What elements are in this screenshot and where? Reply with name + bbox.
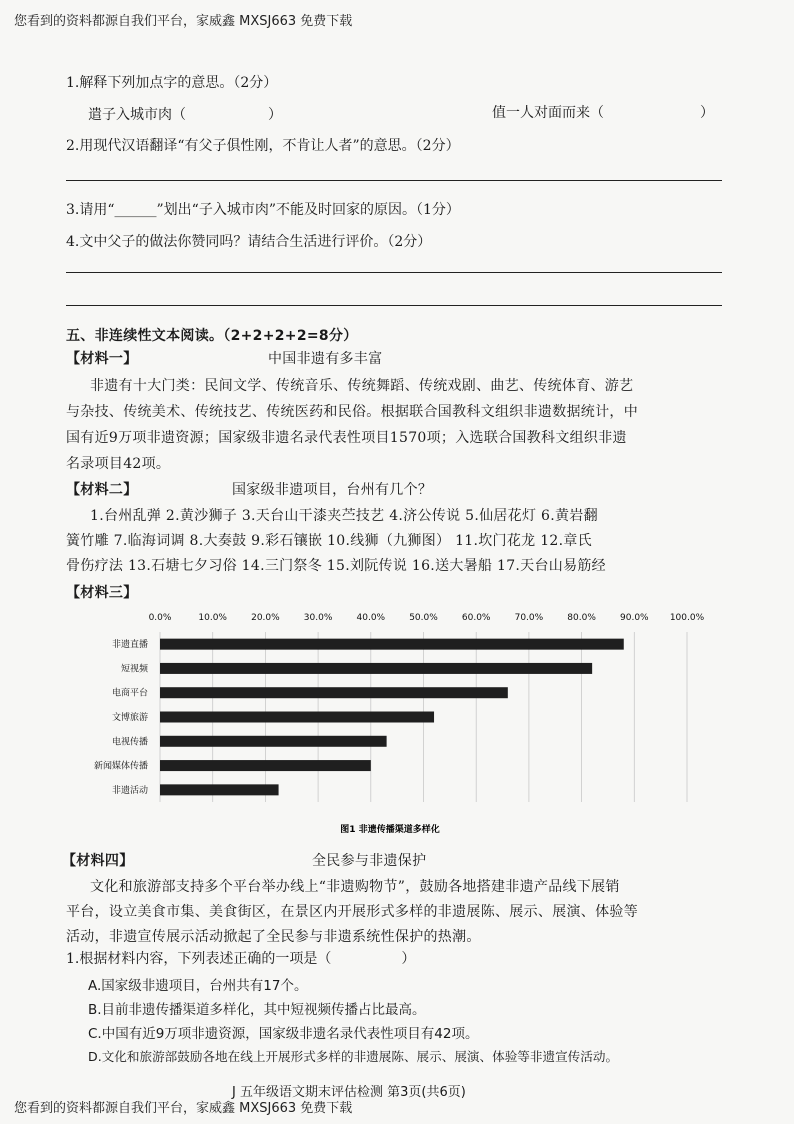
x-tick-label: 10.0% <box>198 613 227 623</box>
question-4: 4.文中父子的做法你赞同吗？请结合生活进行评价。（2分） <box>66 234 432 250</box>
bar <box>160 784 279 795</box>
material-1-line: 与杂技、传统美术、传统技艺、传统医药和民俗。根据联合国教科文组织非遗数据统计，中 <box>66 404 638 420</box>
mcq-option-b: B.目前非遗传播渠道多样化，其中短视频传播占比最高。 <box>88 1002 426 1018</box>
category-label: 非遗活动 <box>111 785 148 796</box>
question-1a-text: 遣子入城市肉（ <box>88 107 186 123</box>
mcq-stem-close: ） <box>401 951 416 967</box>
category-label: 电视传播 <box>111 737 148 748</box>
bar <box>160 736 387 747</box>
x-tick-label: 100.0% <box>669 613 705 623</box>
x-tick-label: 80.0% <box>567 613 596 623</box>
category-label: 电商平台 <box>111 688 148 699</box>
material-2-line: 簧竹雕 7.临海词调 8.大奏鼓 9.彩石镶嵌 10.线狮（九狮图） 11.坎门花龙 12.章氏 <box>66 533 592 549</box>
watermark-bottom: 您看到的资料都源自我们平台，家威鑫 MXSJ663 免费下载 <box>14 1101 353 1116</box>
category-label: 文博旅游 <box>111 713 148 723</box>
answer-line-2[interactable] <box>66 180 722 181</box>
mcq-option-d: D.文化和旅游部鼓励各地在线上开展形式多样的非遗展陈、展示、展演、体验等非遗宣传活动。 <box>88 1049 619 1064</box>
x-tick-label: 50.0% <box>409 613 438 623</box>
material-3-label: 【材料三】 <box>66 585 138 601</box>
x-tick-label: 70.0% <box>514 613 544 623</box>
mcq-stem <box>66 948 415 968</box>
material-1-line: 名录项目42项。 <box>66 456 171 472</box>
question-3: 3.请用“______”划出“子入城市肉”不能及时回家的原因。（1分） <box>66 202 460 218</box>
material-2-title: 国家级非遗项目，台州有几个？ <box>232 482 433 498</box>
page-footer: J 五年级语文期末评估检测 第3页(共6页) <box>232 1085 466 1100</box>
x-tick-label: 0.0% <box>148 613 172 623</box>
bar <box>160 639 624 650</box>
question-1b-close: ） <box>700 105 714 121</box>
question-1b <box>492 102 714 122</box>
bar <box>160 663 592 674</box>
x-tick-label: 30.0% <box>303 613 333 623</box>
category-label: 非遗直播 <box>111 640 148 651</box>
material-2-label: 【材料二】 <box>66 482 138 498</box>
question-1b-text: 值一人对面而来（ <box>492 105 604 121</box>
question-1: 1.解释下列加点字的意思。（2分） <box>66 75 278 91</box>
x-tick-label: 90.0% <box>620 613 649 623</box>
material-4-line: 平台，设立美食市集、美食街区，在景区内开展形式多样的非遗展陈、展示、展演、体验等 <box>66 904 638 920</box>
question-1a-close: ） <box>268 107 282 123</box>
material-4-line: 活动，非遗宣传展示活动掀起了全民参与非遗系统性保护的热潮。 <box>66 929 481 945</box>
category-label: 短视频 <box>120 664 148 675</box>
answer-line-4a[interactable] <box>66 272 722 273</box>
x-tick-label: 40.0% <box>356 613 386 623</box>
material-2-line: 骨伤疗法 13.石塘七夕习俗 14.三门祭冬 15.刘阮传说 16.送大暑船 17.天台山易筋经 <box>66 558 606 574</box>
chart-caption: 图1 非遗传播渠道多样化 <box>340 825 440 835</box>
material-4-line: 文化和旅游部支持多个平台举办线上“非遗购物节”，鼓励各地搭建非遗产品线下展销 <box>90 879 620 895</box>
x-tick-label: 20.0% <box>251 613 280 623</box>
material-1-line: 非遗有十大门类：民间文学、传统音乐、传统舞蹈、传统戏剧、曲艺、传统体育、游艺 <box>90 378 634 394</box>
answer-line-4b[interactable] <box>66 305 722 306</box>
material-4-title: 全民参与非遗保护 <box>312 853 427 869</box>
x-tick-label: 60.0% <box>461 613 491 623</box>
bar <box>160 712 434 723</box>
bar <box>160 687 508 698</box>
material-1-label: 【材料一】 <box>66 351 138 367</box>
watermark-top: 您看到的资料都源自我们平台，家威鑫 MXSJ663 免费下载 <box>14 14 353 29</box>
material-1-line: 国有近9万项非遗资源；国家级非遗名录代表性项目1570项；入选联合国教科文组织非遗 <box>66 430 627 446</box>
channel-bar-chart <box>60 606 720 838</box>
material-2-line: 1.台州乱弹 2.黄沙狮子 3.天台山干漆夹苎技艺 4.济公传说 5.仙居花灯 6.黄岩翻 <box>90 508 598 524</box>
question-2: 2.用现代汉语翻译“有父子俱性刚，不肯让人者”的意思。（2分） <box>66 138 460 154</box>
mcq-stem-text: 1.根据材料内容，下列表述正确的一项是（ <box>66 951 332 967</box>
mcq-option-c: C.中国有近9万项非遗资源，国家级非遗名录代表性项目有42项。 <box>88 1026 479 1042</box>
mcq-option-a: A.国家级非遗项目，台州共有17个。 <box>88 978 308 994</box>
material-4-label: 【材料四】 <box>62 853 134 869</box>
category-label: 新闻媒体传播 <box>93 761 148 772</box>
material-1-title: 中国非遗有多丰富 <box>268 351 383 367</box>
section-5-heading: 五、非连续性文本阅读。（2+2+2+2=8分） <box>66 328 358 344</box>
question-1a <box>88 104 282 124</box>
bar <box>160 760 371 771</box>
